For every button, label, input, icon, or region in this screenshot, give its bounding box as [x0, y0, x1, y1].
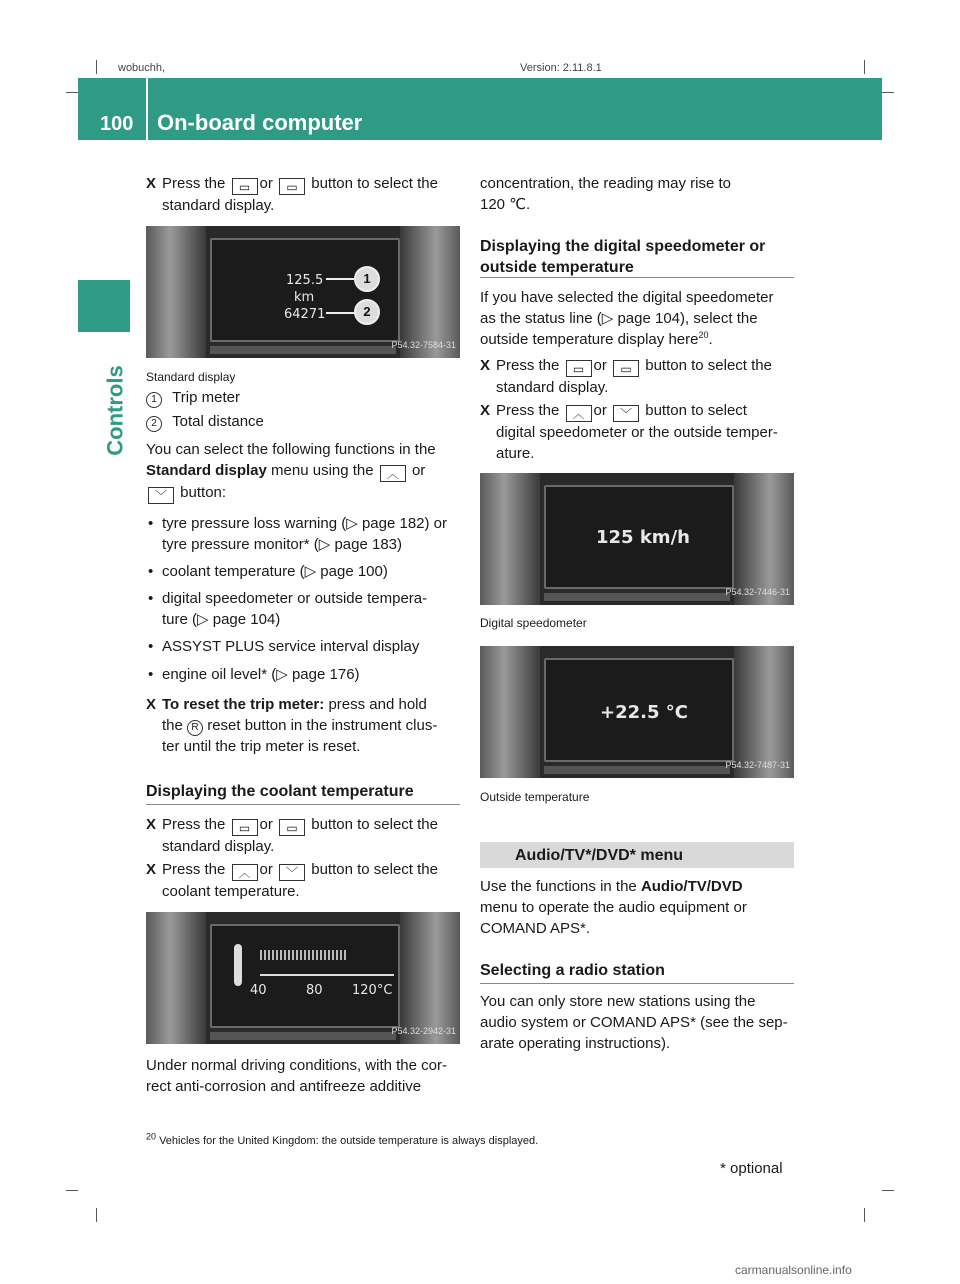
crop-mark	[882, 92, 894, 93]
down-arrow-icon: ﹀	[148, 487, 174, 504]
paragraph-radio: You can only store new stations using the audio system or COMAND APS* (see the sep- arate operating instructions).	[480, 993, 788, 1052]
legend-item: 2 Total distance	[146, 411, 460, 432]
figure-code: P54.32-7584-31	[391, 340, 456, 350]
menu-back-icon: ▭	[566, 360, 592, 377]
heading-radio: Selecting a radio station	[480, 962, 665, 979]
tick-label: 80	[306, 983, 323, 998]
list-item: • engine oil level* (▷ page 176)	[148, 666, 360, 683]
step-marker-icon: X	[146, 861, 157, 878]
crop-mark	[96, 60, 97, 74]
step-marker-icon: X	[480, 402, 491, 419]
figure-digital-speedometer	[480, 473, 794, 605]
step-select-standard: X Press the ▭ or ▭ button to select the standard display.	[146, 175, 438, 214]
paragraph-digital: If you have selected the digital speedometer as the status line (▷ page 104), select the outside temperature display here$^{20}$.	[480, 289, 774, 348]
figure-code: P54.32-7446-31	[725, 587, 790, 597]
step-marker-icon: X	[146, 696, 157, 713]
triangle-pointer-icon: ▷	[304, 563, 317, 580]
temperature-readout: +22.5 °C	[600, 702, 688, 723]
heading-coolant: Displaying the coolant temperature	[146, 783, 414, 800]
page-title: On-board computer	[157, 110, 363, 135]
triangle-pointer-icon: ▷	[197, 611, 209, 628]
heading-digital: Displaying the digital speedometer or outside temperature	[480, 238, 766, 276]
header-separator	[146, 78, 148, 140]
callout-1: 1	[354, 266, 380, 292]
footnote: $^{20}$ Vehicles for the United Kingdom: the outside temperature is always displayed.	[146, 1131, 539, 1147]
page-number: 100	[100, 113, 134, 135]
total-value: 64271	[284, 307, 326, 322]
thermometer-icon	[234, 944, 242, 986]
step-marker-icon: X	[480, 357, 491, 374]
triangle-pointer-icon: ▷	[601, 310, 614, 327]
trip-value: 125.5	[286, 273, 324, 288]
paragraph-coolant: Under normal driving conditions, with the cor- rect anti-corrosion and antifreeze additive	[146, 1057, 447, 1095]
up-arrow-icon: ︿	[566, 405, 592, 422]
triangle-pointer-icon: ▷	[346, 515, 358, 532]
watermark: carmanualsonline.info	[735, 1263, 852, 1277]
side-tab	[78, 280, 130, 332]
tick-label: 40	[250, 983, 267, 998]
meta-left: wobuchh,	[118, 62, 166, 74]
step-reset-trip: X To reset the trip meter: press and hold the R reset button in the instrument clus- ter until the trip meter is reset.	[146, 696, 438, 755]
step-select-digital: X Press the ︿ or ﹀ button to select digital speedometer or the outside temper- ature.	[480, 402, 778, 462]
list-item: • digital speedometer or outside tempera- ture (▷ page 104)	[148, 590, 428, 628]
crop-mark	[882, 1190, 894, 1191]
figure-standard-display	[146, 226, 460, 358]
crop-mark	[66, 92, 78, 93]
figure-code: P54.32-2942-31	[391, 1026, 456, 1036]
crop-mark	[66, 1190, 78, 1191]
crop-mark	[864, 60, 865, 74]
step-marker-icon: X	[146, 816, 157, 833]
caption-digital-speedometer: Digital speedometer	[480, 616, 587, 630]
menu-forward-icon: ▭	[279, 819, 305, 836]
reset-R-icon: R	[187, 720, 203, 736]
optional-note: * optional	[720, 1160, 783, 1177]
paragraph-functions: You can select the following functions in the Standard display menu using the ︿ or ﹀ button:	[146, 441, 436, 503]
figure-outside-temperature	[480, 646, 794, 778]
menu-back-icon: ▭	[232, 819, 258, 836]
down-arrow-icon: ﹀	[613, 405, 639, 422]
figure-code: P54.32-7487-31	[725, 760, 790, 770]
step-marker-icon: X	[146, 175, 157, 192]
paragraph-cont: concentration, the reading may rise to 120 ℃.	[480, 175, 731, 213]
step-select-coolant: X Press the ︿ or ﹀ button to select the coolant temperature.	[146, 861, 438, 900]
step-select-standard: X Press the ▭ or ▭ button to select the standard display.	[146, 816, 438, 855]
unit-km: km	[294, 290, 315, 305]
crop-mark	[96, 1208, 97, 1222]
up-arrow-icon: ︿	[232, 864, 258, 881]
legend-item: 1 Trip meter	[146, 387, 460, 408]
figure-coolant-temperature	[146, 912, 460, 1044]
tick-label: 120°C	[352, 983, 393, 998]
crop-mark	[864, 1208, 865, 1222]
down-arrow-icon: ﹀	[279, 864, 305, 881]
list-item: • ASSYST PLUS service interval display	[148, 638, 420, 655]
caption-outside-temperature: Outside temperature	[480, 790, 590, 804]
list-item: • coolant temperature (▷ page 100)	[148, 563, 388, 580]
speed-readout: 125 km/h	[596, 527, 690, 548]
meta-right: Version: 2.11.8.1	[520, 62, 602, 74]
caption-standard-display: Standard display	[146, 370, 236, 384]
up-arrow-icon: ︿	[380, 465, 406, 482]
callout-2: 2	[354, 299, 380, 325]
menu-forward-icon: ▭	[279, 178, 305, 195]
triangle-pointer-icon: ▷	[318, 536, 331, 553]
step-select-standard: X Press the ▭ or ▭ button to select the standard display.	[480, 357, 772, 396]
paragraph-audio: Use the functions in the Audio/TV/DVD menu to operate the audio equipment or COMAND APS*.	[480, 878, 747, 937]
triangle-pointer-icon: ▷	[276, 666, 288, 683]
gauge-bar	[260, 950, 346, 960]
section-title-audio: Audio/TV*/DVD* menu	[515, 847, 684, 864]
side-label: Controls	[102, 365, 128, 456]
list-item: • tyre pressure loss warning (▷ page 182) or tyre pressure monitor* (▷ page 183)	[148, 515, 448, 553]
menu-back-icon: ▭	[232, 178, 258, 195]
menu-forward-icon: ▭	[613, 360, 639, 377]
